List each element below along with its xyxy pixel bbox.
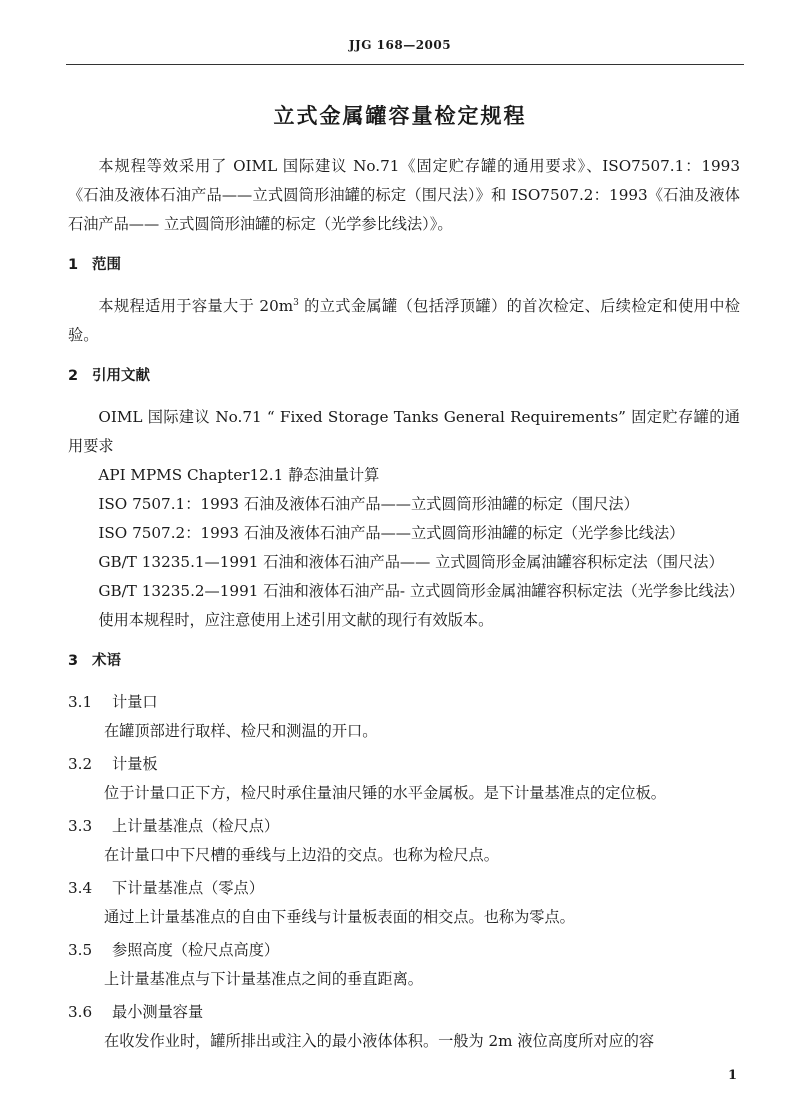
reference-item: GB/T 13235.1—1991 石油和液体石油产品—— 立式圆筒形金属油罐容积标定法（围尺法） — [98, 553, 724, 571]
reference-note: 使用本规程时，应注意使用上述引用文献的现行有效版本。 — [98, 611, 494, 629]
reference-item: ISO 7507.1：1993 石油及液体石油产品——立式圆筒形油罐的标定（围尺法） — [98, 495, 639, 513]
term-3-4-heading — [68, 874, 740, 903]
section-number: 3 — [68, 653, 79, 669]
term-number: 3.2 — [68, 755, 93, 773]
term-definition: 上计量基准点与下计量基准点之间的垂直距离。 — [104, 970, 423, 988]
term-3-1-heading — [68, 688, 740, 717]
page-number: 1 — [728, 1068, 738, 1083]
section-number: 2 — [68, 368, 79, 384]
term-name: 参照高度（检尺点高度） — [112, 941, 280, 959]
term-number: 3.5 — [68, 941, 93, 959]
section-title: 术语 — [92, 653, 121, 669]
term-number: 3.3 — [68, 817, 93, 835]
term-number: 3.1 — [68, 693, 93, 711]
term-name: 最小测量容量 — [112, 1003, 204, 1021]
reference-item: OIML 国际建议 No.71 “ Fixed Storage Tanks General Requirements” 固定贮存罐的通用要求 — [68, 408, 740, 455]
reference-item: GB/T 13235.2—1991 石油和液体石油产品- 立式圆筒形金属油罐容积标定法（光学参比线法） — [98, 582, 745, 600]
running-header: JJG 168—2005 — [348, 38, 452, 52]
term-definition: 在计量口中下尺槽的垂线与上边沿的交点。也称为检尺点。 — [104, 846, 499, 864]
section-number: 1 — [68, 257, 79, 273]
term-definition: 通过上计量基准点的自由下垂线与计量板表面的相交点。也称为零点。 — [104, 908, 575, 926]
section-3-heading — [68, 647, 740, 676]
term-3-3-heading — [68, 812, 740, 841]
section-title: 引用文献 — [92, 368, 150, 384]
term-name: 下计量基准点（零点） — [112, 879, 264, 897]
superscript: 3 — [293, 297, 299, 308]
term-name: 计量口 — [112, 693, 158, 711]
body-text: 的立式金属罐（包括浮顶罐）的首次检定、后续检定和使用中检验。 — [68, 297, 740, 344]
term-definition: 在罐顶部进行取样、检尺和测温的开口。 — [104, 722, 378, 740]
term-3-2-heading — [68, 750, 740, 779]
body-text: 本规程适用于容量大于 20m — [98, 297, 294, 315]
term-number: 3.6 — [68, 1003, 93, 1021]
term-name: 上计量基准点（检尺点） — [112, 817, 280, 835]
reference-item: ISO 7507.2：1993 石油及液体石油产品——立式圆筒形油罐的标定（光学参比线法） — [98, 524, 685, 542]
term-3-5-heading — [68, 936, 740, 965]
term-number: 3.4 — [68, 879, 93, 897]
term-definition: 位于计量口正下方，检尺时承住量油尺锤的水平金属板。是下计量基准点的定位板。 — [104, 784, 666, 802]
section-title: 范围 — [92, 257, 121, 273]
term-definition: 在收发作业时，罐所排出或注入的最小液体体积。一般为 2m 液位高度所对应的容 — [104, 1032, 655, 1050]
term-3-6-heading — [68, 998, 740, 1027]
document-title: 立式金属罐容量检定规程 — [273, 104, 527, 128]
section-2-heading — [68, 362, 740, 391]
section-1-body — [68, 292, 740, 350]
header-rule — [66, 64, 744, 65]
reference-item: API MPMS Chapter12.1 静态油量计算 — [98, 466, 380, 484]
intro-paragraph: 本规程等效采用了 OIML 国际建议 No.71《固定贮存罐的通用要求》、ISO7507.1：1993《石油及液体石油产品——立式圆筒形油罐的标定（围尺法）》和 ISO7507.2：1993《石油及液体石油产品—— 立式圆筒形油罐的标定（光学参比线法）》。 — [68, 157, 740, 233]
term-name: 计量板 — [112, 755, 158, 773]
document-body — [68, 152, 745, 1056]
section-1-heading — [68, 251, 740, 280]
